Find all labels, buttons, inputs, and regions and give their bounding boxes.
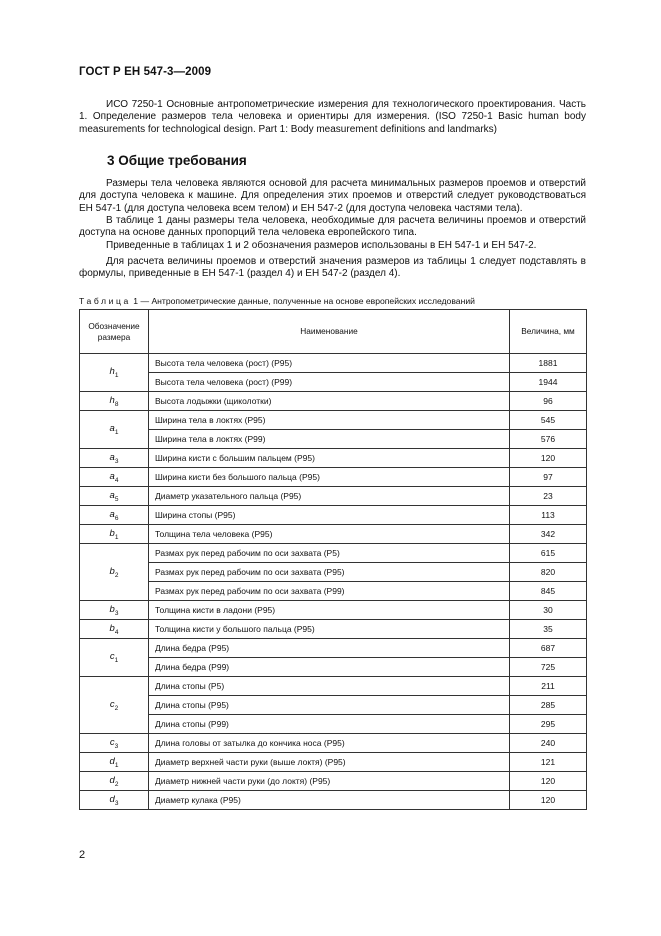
dimension-name: Длина бедра (Р95) bbox=[149, 639, 510, 658]
dimension-value: 121 bbox=[510, 753, 587, 772]
symbol-letter: a bbox=[109, 423, 115, 435]
table-row bbox=[80, 468, 587, 487]
dimension-name: Диаметр указательного пальца (Р95) bbox=[149, 487, 510, 506]
dimension-name: Диаметр кулака (Р95) bbox=[149, 791, 510, 810]
symbol-index: 1 bbox=[114, 761, 119, 769]
symbol-index: 2 bbox=[114, 704, 119, 712]
symbol-index: 3 bbox=[114, 609, 119, 617]
header-name: Наименование bbox=[149, 310, 510, 354]
dimension-name: Толщина кисти у большого пальца (Р95) bbox=[149, 620, 510, 639]
dimension-symbol bbox=[80, 601, 149, 620]
symbol-letter: h bbox=[109, 394, 115, 406]
dimension-value: 211 bbox=[510, 677, 587, 696]
dimension-name: Длина стопы (Р5) bbox=[149, 677, 510, 696]
dimension-name: Длина стопы (Р95) bbox=[149, 696, 510, 715]
symbol-letter: c bbox=[109, 698, 115, 710]
table-row bbox=[80, 753, 587, 772]
symbol-index: 1 bbox=[114, 371, 119, 379]
symbol-letter: d bbox=[109, 793, 115, 805]
dimension-name: Размах рук перед рабочим по оси захвата (Р99) bbox=[149, 582, 510, 601]
table-row bbox=[80, 487, 587, 506]
symbol-letter: a bbox=[109, 470, 115, 482]
symbol-index: 5 bbox=[114, 495, 119, 503]
symbol-index: 4 bbox=[114, 628, 119, 636]
dimension-name: Размах рук перед рабочим по оси захвата (Р5) bbox=[149, 544, 510, 563]
dimension-symbol bbox=[80, 639, 149, 677]
dimension-value: 342 bbox=[510, 525, 587, 544]
symbol-letter: a bbox=[109, 489, 115, 501]
dimension-symbol bbox=[80, 392, 149, 411]
table-row bbox=[80, 354, 587, 373]
dimension-value: 120 bbox=[510, 791, 587, 810]
page-number: 2 bbox=[79, 849, 86, 861]
symbol-letter: c bbox=[109, 736, 115, 748]
dimension-symbol bbox=[80, 544, 149, 601]
symbol-index: 2 bbox=[114, 780, 119, 788]
dimension-symbol bbox=[80, 354, 149, 392]
table-caption-label: Таблица bbox=[79, 296, 131, 306]
dimension-symbol bbox=[80, 677, 149, 734]
table-row bbox=[80, 696, 587, 715]
dimension-name: Ширина кисти без большого пальца (Р95) bbox=[149, 468, 510, 487]
dimension-name: Диаметр верхней части руки (выше локтя) (Р95) bbox=[149, 753, 510, 772]
symbol-letter: b bbox=[109, 565, 115, 577]
header-value: Величина, мм bbox=[510, 310, 587, 354]
dimension-symbol bbox=[80, 525, 149, 544]
dimension-symbol bbox=[80, 791, 149, 810]
symbol-letter: c bbox=[109, 651, 115, 663]
table-row bbox=[80, 791, 587, 810]
symbol-index: 3 bbox=[114, 742, 119, 750]
symbol-index: 1 bbox=[114, 533, 119, 541]
dimension-name: Толщина тела человека (Р95) bbox=[149, 525, 510, 544]
table-body bbox=[80, 354, 587, 810]
table-row bbox=[80, 373, 587, 392]
table-row bbox=[80, 620, 587, 639]
symbol-letter: h bbox=[109, 366, 115, 378]
table-row bbox=[80, 715, 587, 734]
dimension-symbol bbox=[80, 468, 149, 487]
dimension-name: Ширина кисти с большим пальцем (Р95) bbox=[149, 449, 510, 468]
symbol-index: 8 bbox=[114, 400, 119, 408]
symbol-letter: b bbox=[109, 603, 115, 615]
dimension-name: Длина бедра (Р99) bbox=[149, 658, 510, 677]
table-row bbox=[80, 544, 587, 563]
dimension-symbol bbox=[80, 506, 149, 525]
dimension-symbol bbox=[80, 753, 149, 772]
symbol-letter: b bbox=[109, 622, 115, 634]
body-paragraph-1 bbox=[79, 178, 586, 215]
table-row bbox=[80, 563, 587, 582]
dimension-name: Высота тела человека (рост) (Р95) bbox=[149, 354, 510, 373]
symbol-index: 1 bbox=[114, 428, 119, 436]
symbol-letter: a bbox=[109, 451, 115, 463]
dimension-value: 30 bbox=[510, 601, 587, 620]
paragraph-text: В таблице 1 даны размеры тела человека, необходимые для расчета величины проемов и отверстий доступа на основе данных пропорций тела человека европейского типа. bbox=[79, 215, 586, 239]
symbol-index: 1 bbox=[114, 656, 119, 664]
paragraph-text: Для расчета величины проемов и отверстий значения размеров из таблицы 1 следует подставлять в формулы, приведенные в ЕН 547-1 (раздел 4) и ЕН 547-2 (раздел 4). bbox=[79, 256, 586, 280]
table-row bbox=[80, 449, 587, 468]
dimension-value: 615 bbox=[510, 544, 587, 563]
paragraph-text: Приведенные в таблицах 1 и 2 обозначения размеров использованы в ЕН 547-1 и ЕН 547-2. bbox=[106, 240, 537, 251]
dimension-value: 285 bbox=[510, 696, 587, 715]
table-header-row bbox=[80, 310, 587, 354]
section-title: 3 Общие требования bbox=[107, 153, 247, 168]
dimension-name: Ширина стопы (Р95) bbox=[149, 506, 510, 525]
dimension-symbol bbox=[80, 411, 149, 449]
document-header: ГОСТ Р ЕН 547-3—2009 bbox=[79, 66, 212, 78]
header-symbol: Обозначение размера bbox=[80, 310, 149, 354]
dimension-symbol bbox=[80, 620, 149, 639]
dimension-value: 113 bbox=[510, 506, 587, 525]
dimension-symbol bbox=[80, 449, 149, 468]
dimension-name: Длина головы от затылка до кончика носа (Р95) bbox=[149, 734, 510, 753]
symbol-index: 3 bbox=[114, 799, 119, 807]
table-row bbox=[80, 525, 587, 544]
symbol-letter: a bbox=[109, 508, 115, 520]
dimension-symbol bbox=[80, 772, 149, 791]
symbol-index: 3 bbox=[114, 457, 119, 465]
symbol-letter: d bbox=[109, 774, 115, 786]
dimension-value: 545 bbox=[510, 411, 587, 430]
table-row bbox=[80, 392, 587, 411]
dimension-value: 35 bbox=[510, 620, 587, 639]
dimension-value: 820 bbox=[510, 563, 587, 582]
dimension-name: Диаметр нижней части руки (до локтя) (Р95) bbox=[149, 772, 510, 791]
dimension-value: 295 bbox=[510, 715, 587, 734]
dimension-symbol bbox=[80, 487, 149, 506]
table-row bbox=[80, 658, 587, 677]
body-paragraph-2 bbox=[79, 215, 586, 240]
dimension-value: 1881 bbox=[510, 354, 587, 373]
body-paragraph-4 bbox=[79, 256, 586, 281]
table-row bbox=[80, 506, 587, 525]
dimension-value: 1944 bbox=[510, 373, 587, 392]
dimension-name: Высота тела человека (рост) (Р99) bbox=[149, 373, 510, 392]
table-row bbox=[80, 582, 587, 601]
symbol-index: 6 bbox=[114, 514, 119, 522]
dimension-value: 120 bbox=[510, 772, 587, 791]
dimension-name: Размах рук перед рабочим по оси захвата (Р95) bbox=[149, 563, 510, 582]
table-row bbox=[80, 430, 587, 449]
table-row bbox=[80, 734, 587, 753]
paragraph-text: Размеры тела человека являются основой для расчета минимальных размеров проемов и отверстий для доступа человека к машине. Для определения этих проемов и отверстий следует руководствоваться ЕН 547-1 (для доступа человека всем телом) и ЕН 547-2 (для доступа человека частями тела). bbox=[79, 178, 586, 214]
symbol-index: 4 bbox=[114, 476, 119, 484]
dimension-value: 845 bbox=[510, 582, 587, 601]
table-row bbox=[80, 601, 587, 620]
dimension-name: Ширина тела в локтях (Р95) bbox=[149, 411, 510, 430]
dimension-name: Толщина кисти в ладони (Р95) bbox=[149, 601, 510, 620]
dimension-value: 240 bbox=[510, 734, 587, 753]
dimension-value: 725 bbox=[510, 658, 587, 677]
dimension-name: Высота лодыжки (щиколотки) bbox=[149, 392, 510, 411]
dimension-value: 120 bbox=[510, 449, 587, 468]
anthropometric-table bbox=[79, 309, 587, 810]
dimension-value: 576 bbox=[510, 430, 587, 449]
reference-paragraph bbox=[79, 99, 586, 136]
dimension-name: Длина стопы (Р99) bbox=[149, 715, 510, 734]
dimension-value: 23 bbox=[510, 487, 587, 506]
symbol-letter: d bbox=[109, 755, 115, 767]
table-row bbox=[80, 639, 587, 658]
dimension-value: 687 bbox=[510, 639, 587, 658]
dimension-value: 96 bbox=[510, 392, 587, 411]
table-row bbox=[80, 677, 587, 696]
symbol-letter: b bbox=[109, 527, 115, 539]
reference-text: ИСО 7250-1 Основные антропометрические измерения для технологического проектирования. Часть 1. Определение размеров тела человека и ориентиры для измерения. (ISO 7250-1 Basic human body measurements for technological design. Part 1: Body measurement definitions and landmarks) bbox=[79, 99, 586, 135]
table-caption-text: 1 — Антропометрические данные, полученные на основе европейских исследований bbox=[133, 296, 475, 306]
dimension-name: Ширина тела в локтях (Р99) bbox=[149, 430, 510, 449]
table-row bbox=[80, 411, 587, 430]
body-paragraph-3 bbox=[79, 240, 586, 252]
symbol-index: 2 bbox=[114, 571, 119, 579]
dimension-symbol bbox=[80, 734, 149, 753]
table-row bbox=[80, 772, 587, 791]
dimension-value: 97 bbox=[510, 468, 587, 487]
table-caption bbox=[79, 296, 475, 306]
